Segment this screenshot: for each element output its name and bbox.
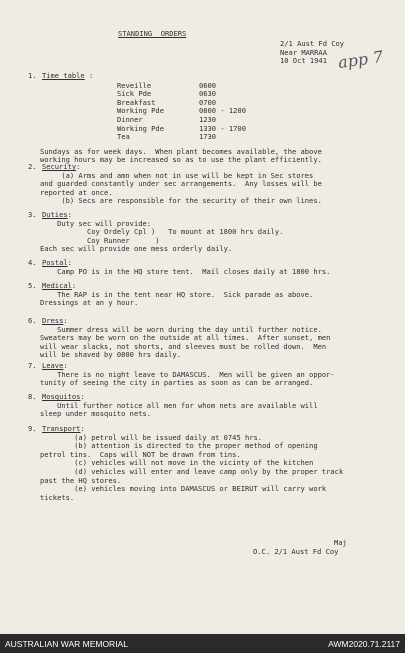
- timetable-event: Working Pde: [117, 123, 164, 133]
- section-heading-suffix: :: [67, 258, 72, 267]
- section-text-line: The RAP is in the tent near HQ store. Sick parade as above.: [40, 289, 314, 299]
- section-text-line: (c) vehicles will not move in the vicinty of the kitchen: [40, 458, 314, 468]
- section-text-line: working hours may be increased so as to use the plant efficiently.: [40, 155, 322, 165]
- section-text-line: There is no night leave to DAMASCUS. Men will be given an oppor-: [40, 369, 335, 379]
- section-heading-text: Duties: [42, 210, 68, 219]
- section-text-line: reported at once.: [40, 187, 113, 197]
- timetable-time: 0700: [199, 97, 217, 107]
- section-text-line: petrol tins. Caps will NOT be drawn from tins.: [40, 449, 241, 459]
- section-text-line: and guarded constantly under sec arrangements. Any losses will be: [40, 179, 322, 189]
- section-heading-suffix: :: [76, 162, 81, 171]
- section-text-line: (a) Arms and amn when not in use will be kept in Sec stores: [40, 170, 314, 180]
- section-heading-suffix: :: [63, 316, 68, 325]
- section-heading-text: Postal: [42, 258, 68, 267]
- section-number: 7.: [28, 361, 37, 370]
- section-heading-text: Medical: [42, 281, 72, 290]
- section-number: 6.: [28, 316, 37, 325]
- signature-title: O.C. 2/1 Aust Fd Coy: [253, 547, 339, 556]
- section-text-line: Coy Runner ): [40, 235, 160, 245]
- timetable-event: Working Pde: [117, 106, 164, 116]
- section-text-line: past the HQ stores.: [40, 475, 122, 485]
- handwritten-annotation: app 7: [336, 46, 385, 73]
- section-text-line: (e) vehicles moving into DAMASCUS or BEIRUT will carry work: [40, 484, 327, 494]
- section-heading-text: Leave: [42, 361, 64, 370]
- section-text-line: sleep under mosquito nets.: [40, 409, 152, 419]
- timetable-time: 0630: [199, 89, 217, 99]
- signature-rank: Maj: [334, 538, 347, 547]
- section-text-line: will be shaved by 0800 hrs daily.: [40, 350, 181, 360]
- section-heading-text: Dress: [42, 316, 64, 325]
- section-heading-text: Transport: [42, 424, 81, 433]
- section-number: 2.: [28, 162, 37, 171]
- timetable-event: Dinner: [117, 115, 143, 124]
- section-heading-suffix: :: [80, 424, 85, 433]
- unit-name: 2/1 Aust Fd Coy: [280, 39, 345, 48]
- section-number: 3.: [28, 210, 37, 219]
- section-heading: [42, 72, 93, 81]
- footer-accession-number: AWM2020.71.2117: [328, 639, 400, 649]
- section-text-line: Each sec will provide one mess orderly daily.: [40, 244, 233, 254]
- section-text-line: Sundays as for week days. When plant becomes available, the above: [40, 146, 322, 156]
- section-number: 1.: [28, 71, 37, 80]
- document-title: STANDING ORDERS: [118, 29, 187, 38]
- timetable-event: Sick Pde: [117, 89, 152, 99]
- section-text-line: will wear slacks, not shorts, and sleeves must be rolled down. Men: [40, 341, 327, 351]
- section-heading-suffix: :: [80, 392, 85, 401]
- section-heading-text: Mosquitos: [42, 392, 81, 401]
- section-number: 9.: [28, 424, 37, 433]
- section-text-line: Until further notice all men for whom nets are available will: [40, 400, 318, 410]
- section-text-line: (b) attention is directed to the proper method of opening: [40, 441, 318, 451]
- section-heading-suffix: :: [71, 281, 77, 290]
- section-text-line: tickets.: [40, 492, 75, 502]
- section-text-line: Camp PO is in the HQ store tent. Mail closes daily at 1800 hrs.: [40, 266, 331, 276]
- section-text-line: Coy Ordely Cpl ) To mount at 1800 hrs daily.: [40, 227, 284, 237]
- section-heading-text: Time table: [42, 71, 85, 80]
- section-heading-text: Security: [42, 162, 77, 171]
- section-text-line: Summer dress will be worn during the day until further notice.: [40, 324, 322, 334]
- timetable-time: 0600: [199, 80, 217, 90]
- timetable-event: Breakfast: [117, 97, 156, 107]
- section-text-line: Dressings at an y hour.: [40, 298, 139, 308]
- section-heading-suffix: :: [67, 210, 72, 219]
- timetable-time: 1730: [199, 132, 217, 142]
- section-text-line: (b) Secs are responsible for the security of their own lines.: [40, 196, 322, 206]
- section-text-line: (a) petrol will be issued daily at 0745 hrs.: [40, 432, 263, 442]
- document-date: 10 Oct 1941: [280, 56, 327, 65]
- timetable-time: 0800 - 1200: [199, 106, 246, 116]
- timetable-time: 1330 - 1700: [199, 123, 246, 133]
- section-number: 5.: [28, 281, 37, 290]
- section-text-line: Sweaters may be worn on the outside at all times. After sunset, men: [40, 333, 331, 343]
- location: Near MARRAA: [280, 47, 327, 57]
- section-number: 8.: [28, 392, 37, 401]
- section-text-line: Duty sec will provide:: [40, 218, 152, 228]
- section-heading-suffix: :: [84, 71, 94, 80]
- section-number: 4.: [28, 258, 37, 267]
- section-text-line: (d) vehicles will enter and leave camp only by the proper track: [40, 467, 344, 476]
- timetable-time: 1230: [199, 115, 217, 124]
- archive-footer: [0, 634, 405, 653]
- timetable-event: Tea: [117, 132, 130, 142]
- section-heading-suffix: :: [63, 361, 68, 370]
- section-text-line: tunity of seeing the city in parties as soon as can be arranged.: [40, 378, 314, 388]
- footer-institution: AUSTRALIAN WAR MEMORIAL: [5, 639, 128, 649]
- timetable-event: Reveille: [117, 80, 152, 90]
